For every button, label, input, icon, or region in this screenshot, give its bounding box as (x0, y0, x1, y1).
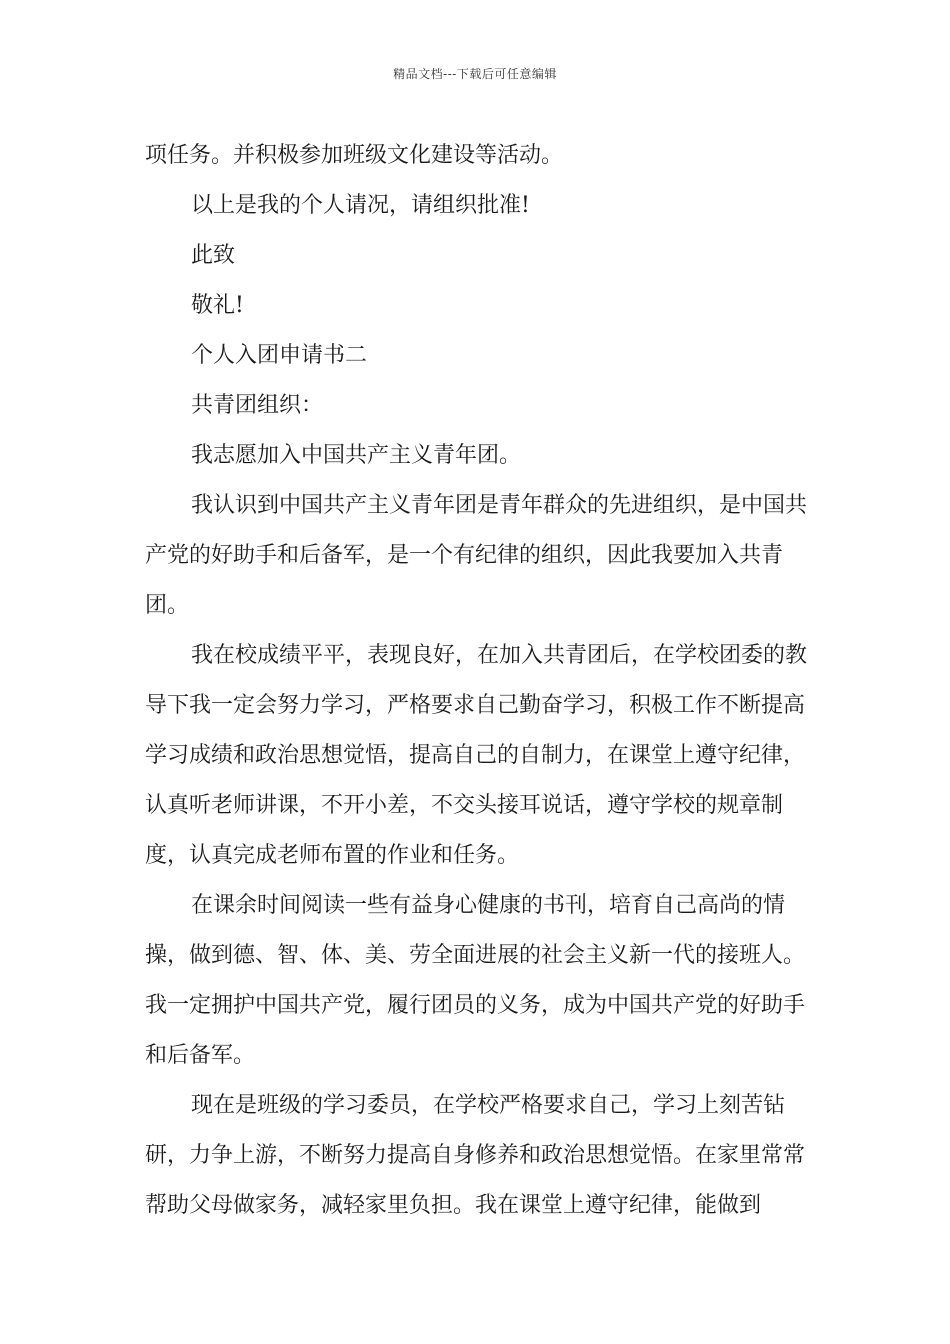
paragraph-understanding: 我认识到中国共产主义青年团是青年群众的先进组织，是中国共产党的好助手和后备军，是一个有纪律的组织，因此我要加入共青团。 (145, 493, 808, 618)
paragraph-intent: 我志愿加入中国共产主义青年团。 (191, 443, 522, 468)
paragraph-study-commitment: 我在校成绩平平，表现良好，在加入共青团后，在学校团委的教导下我一定会努力学习，严格要求自己勤奋学习，积极工作不断提高学习成绩和政治思想觉悟，提高自己的自制力，在课堂上遵守纪律，认真听老师讲课，不开小差，不交头接耳说话，遵守学校的规章制度，认真完成老师布置的作业和任务。 (145, 643, 808, 868)
paragraph-request-approval: 以上是我的个人请况，请组织批准! (191, 193, 530, 218)
section-title: 个人入团申请书二 (191, 343, 368, 368)
page-header: 精品文档---下载后可任意编辑 (393, 67, 557, 81)
paragraph-extracurricular: 在课余时间阅读一些有益身心健康的书刊，培育自己高尚的情操，做到德、智、体、美、劳全面进展的社会主义新一代的接班人。我一定拥护中国共产党，履行团员的义务，成为中国共产党的好助手和后备军。 (145, 893, 806, 1068)
salutation: 共青团组织： (191, 393, 324, 418)
paragraph-closing-cizhi: 此致 (191, 243, 236, 268)
paragraph-current-role: 现在是班级的学习委员，在学校严格要求自己，学习上刻苦钻研，力争上游，不断努力提高自身修养和政治思想觉悟。在家里常常帮助父母做家务，减轻家里负担。我在课堂上遵守纪律，能做到 (145, 1093, 806, 1218)
paragraph-task-continuation: 项任务。并积极参加班级文化建设等活动。 (145, 143, 564, 168)
paragraph-closing-jingli: 敬礼! (191, 293, 244, 318)
document-body (145, 131, 815, 1231)
